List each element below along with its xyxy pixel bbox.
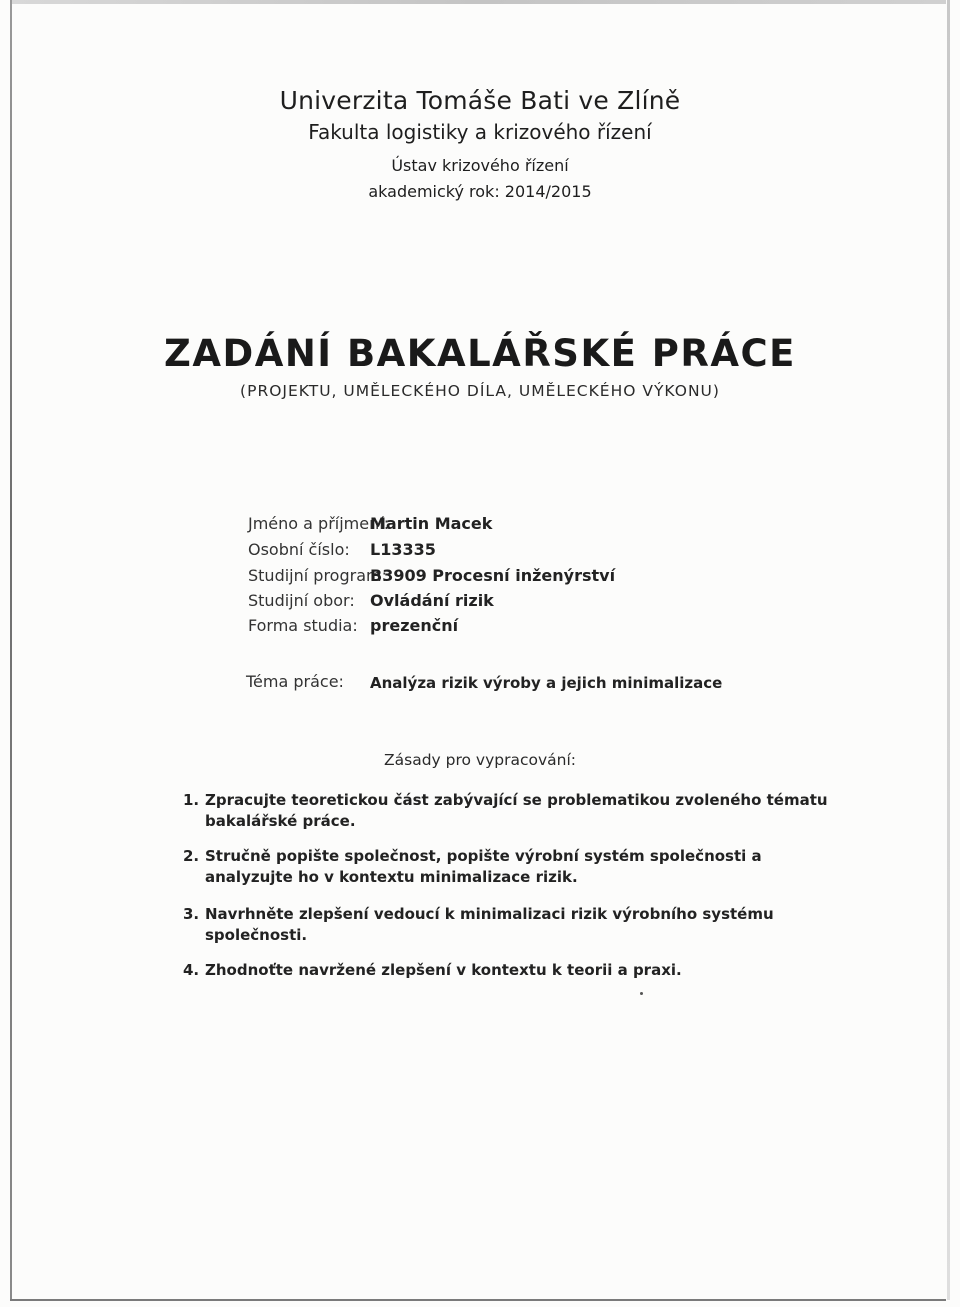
field-value-personal-number: L13335 bbox=[370, 540, 436, 559]
field-label-study-program: Studijní program: bbox=[248, 566, 387, 585]
scan-edge-top bbox=[10, 0, 946, 4]
document-title: ZADÁNÍ BAKALÁŘSKÉ PRÁCE bbox=[164, 332, 796, 375]
guideline-item bbox=[183, 790, 833, 832]
field-label-study-form: Forma studia: bbox=[248, 616, 358, 635]
guidelines-list bbox=[183, 790, 833, 981]
scan-edge-bottom bbox=[10, 1299, 946, 1301]
field-label-study-field: Studijní obor: bbox=[248, 591, 355, 610]
scan-speck bbox=[640, 992, 643, 995]
guideline-number: 3. bbox=[183, 905, 200, 923]
field-value-study-form: prezenční bbox=[370, 616, 459, 635]
faculty-name: Fakulta logistiky a krizového řízení bbox=[308, 120, 652, 144]
field-value-study-program: B3909 Procesní inženýrství bbox=[370, 566, 616, 585]
field-label-personal-number: Osobní číslo: bbox=[248, 540, 350, 559]
guideline-item bbox=[183, 846, 833, 888]
university-name: Univerzita Tomáše Bati ve Zlíně bbox=[279, 86, 681, 115]
guideline-number: 1. bbox=[183, 791, 200, 809]
guideline-item bbox=[183, 960, 833, 981]
guideline-text: Stručně popište společnost, popište výrobní systém společnosti a analyzujte ho v kontextu minimalizace rizik. bbox=[205, 847, 762, 886]
guideline-text: Zpracujte teoretickou část zabývající se problematikou zvoleného tématu bakalářské práce. bbox=[205, 791, 828, 830]
guideline-text: Zhodnoťte navržené zlepšení v kontextu k teorii a praxi. bbox=[205, 961, 682, 979]
institute-name: Ústav krizového řízení bbox=[391, 156, 569, 175]
document-subtitle: (PROJEKTU, UMĚLECKÉHO DÍLA, UMĚLECKÉHO VÝKONU) bbox=[240, 382, 720, 400]
field-value-name: Martin Macek bbox=[370, 514, 493, 533]
topic-label: Téma práce: bbox=[246, 672, 344, 691]
guideline-number: 4. bbox=[183, 961, 200, 979]
field-value-study-field: Ovládání rizik bbox=[370, 591, 494, 610]
field-label-name: Jméno a příjmení: bbox=[248, 514, 390, 533]
guideline-item bbox=[183, 904, 833, 946]
topic-value: Analýza rizik výroby a jejich minimalizace bbox=[370, 674, 723, 692]
guideline-number: 2. bbox=[183, 847, 200, 865]
guidelines-heading: Zásady pro vypracování: bbox=[384, 751, 576, 769]
guideline-text: Navrhněte zlepšení vedoucí k minimalizaci rizik výrobního systému společnosti. bbox=[205, 905, 774, 944]
academic-year: akademický rok: 2014/2015 bbox=[368, 182, 592, 201]
